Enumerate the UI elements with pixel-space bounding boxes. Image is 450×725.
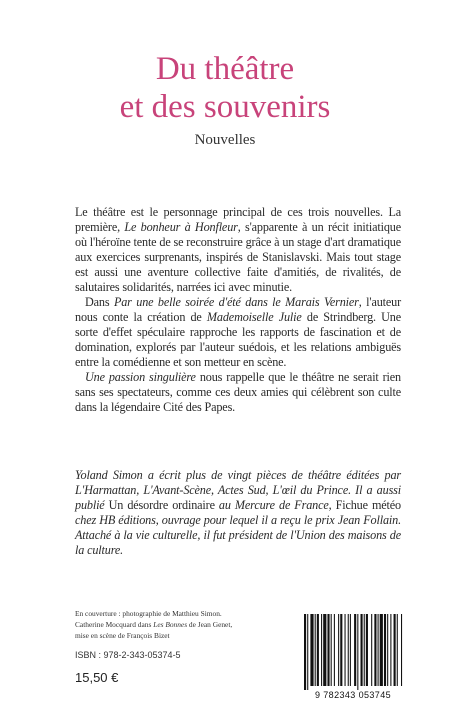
barcode-bar <box>380 614 383 686</box>
barcode-bar <box>378 614 379 686</box>
credit-line-2: Catherine Mocquard dans Les Bonnes de Jean Genet, <box>75 620 233 629</box>
barcode-bar <box>371 614 372 686</box>
barcode-bar <box>327 614 329 686</box>
barcode-bar <box>348 614 349 686</box>
barcode-bar <box>357 614 358 690</box>
barcode-bar <box>338 614 339 686</box>
blurb-paragraph-2: Dans Par une belle soirée d'été dans le Marais Vernier, l'auteur nous conte la création de Mademoiselle Julie de Strindberg. Une sorte d'effet spéculaire rapproche les rapports de fascination et de domination, explorés par l'auteur suédois, et les relations ambiguës entre la comédienne et son metteur en scène. <box>75 295 402 369</box>
barcode-bar <box>304 614 306 690</box>
credit-line-1: En couverture : photographie de Matthieu Simon. <box>75 609 222 618</box>
barcode-bar <box>397 614 398 686</box>
credit-line-3: mise en scène de François Bizet <box>75 631 170 640</box>
barcode-bar <box>321 614 322 686</box>
barcode-bar <box>387 614 388 686</box>
book-subtitle: Nouvelles <box>194 132 256 148</box>
barcode-bar <box>307 614 308 690</box>
story-title-3: Une passion singulière <box>85 370 196 384</box>
story-title-2: Par une belle soirée d'été dans le Marais Vernier <box>113 295 359 309</box>
author-bio: Yoland Simon a écrit plus de vingt pièces de théâtre éditées par L'Harmattan, L'Avant-Scène, Actes Sud, L'œil du Prince. Il a aussi publié Un désordre ordinaire au Mercure de France, Fichue météo chez HB éditions, ouvrage pour lequel il a reçu le prix Jean Follain. Attaché à la vie culturelle, il fut président de l'Union des maisons de la culture. <box>75 468 401 557</box>
play-title: Mademoiselle Julie <box>206 310 302 324</box>
barcode-bar <box>331 614 332 686</box>
barcode-bar <box>401 614 402 686</box>
barcode-bar <box>390 614 391 686</box>
story-title-1: Le bonheur à Honfleur <box>124 220 238 234</box>
barcode-bar <box>340 614 342 686</box>
barcode <box>300 612 406 704</box>
price-text: 15,50 € <box>75 670 119 685</box>
barcode-bar <box>361 614 363 686</box>
book-title <box>0 50 450 126</box>
title-line-2: et des souvenirs <box>119 89 331 125</box>
barcode-bar <box>366 614 368 686</box>
barcode-bar <box>310 614 313 686</box>
blurb-paragraph-1: Le théâtre est le personnage principal de ces trois nouvelles. La première, Le bonheur à Honfleur, s'apparente à un récit initiatique où l'héroïne tente de se reconstruire grâce à un stage d'art dramatique aux exercices surprenants, inspirés de Stanislavski. Mais tout stage est aussi une aventure collective faite d'amitiés, de rivalités, de salutaires solidarités, narrées ici avec minutie. <box>75 205 401 294</box>
barcode-bar <box>345 614 346 686</box>
barcode-bar <box>334 614 335 686</box>
barcode-bar <box>394 614 396 686</box>
title-line-1: Du théâtre <box>155 51 295 87</box>
barcode-bar <box>350 614 351 686</box>
back-cover-blurb <box>75 205 401 415</box>
cover-credits <box>75 608 305 641</box>
isbn-text: ISBN : 978-2-343-05374-5 <box>75 650 181 660</box>
barcode-bar <box>315 614 316 686</box>
barcode-bar <box>354 614 356 686</box>
barcode-bar <box>374 614 376 686</box>
barcode-digits: 9 782343 053745 <box>314 690 392 700</box>
blurb-paragraph-3: Une passion singulière nous rappelle que le théâtre ne serait rien sans ses spectateurs, comme ces deux amies qui célèbrent son culte dans la légendaire Cité des Papes. <box>75 370 401 414</box>
barcode-bars-icon <box>300 612 406 690</box>
barcode-bar <box>317 614 319 686</box>
barcode-bar <box>384 614 386 686</box>
barcode-bar <box>364 614 365 686</box>
barcode-bar <box>323 614 326 686</box>
